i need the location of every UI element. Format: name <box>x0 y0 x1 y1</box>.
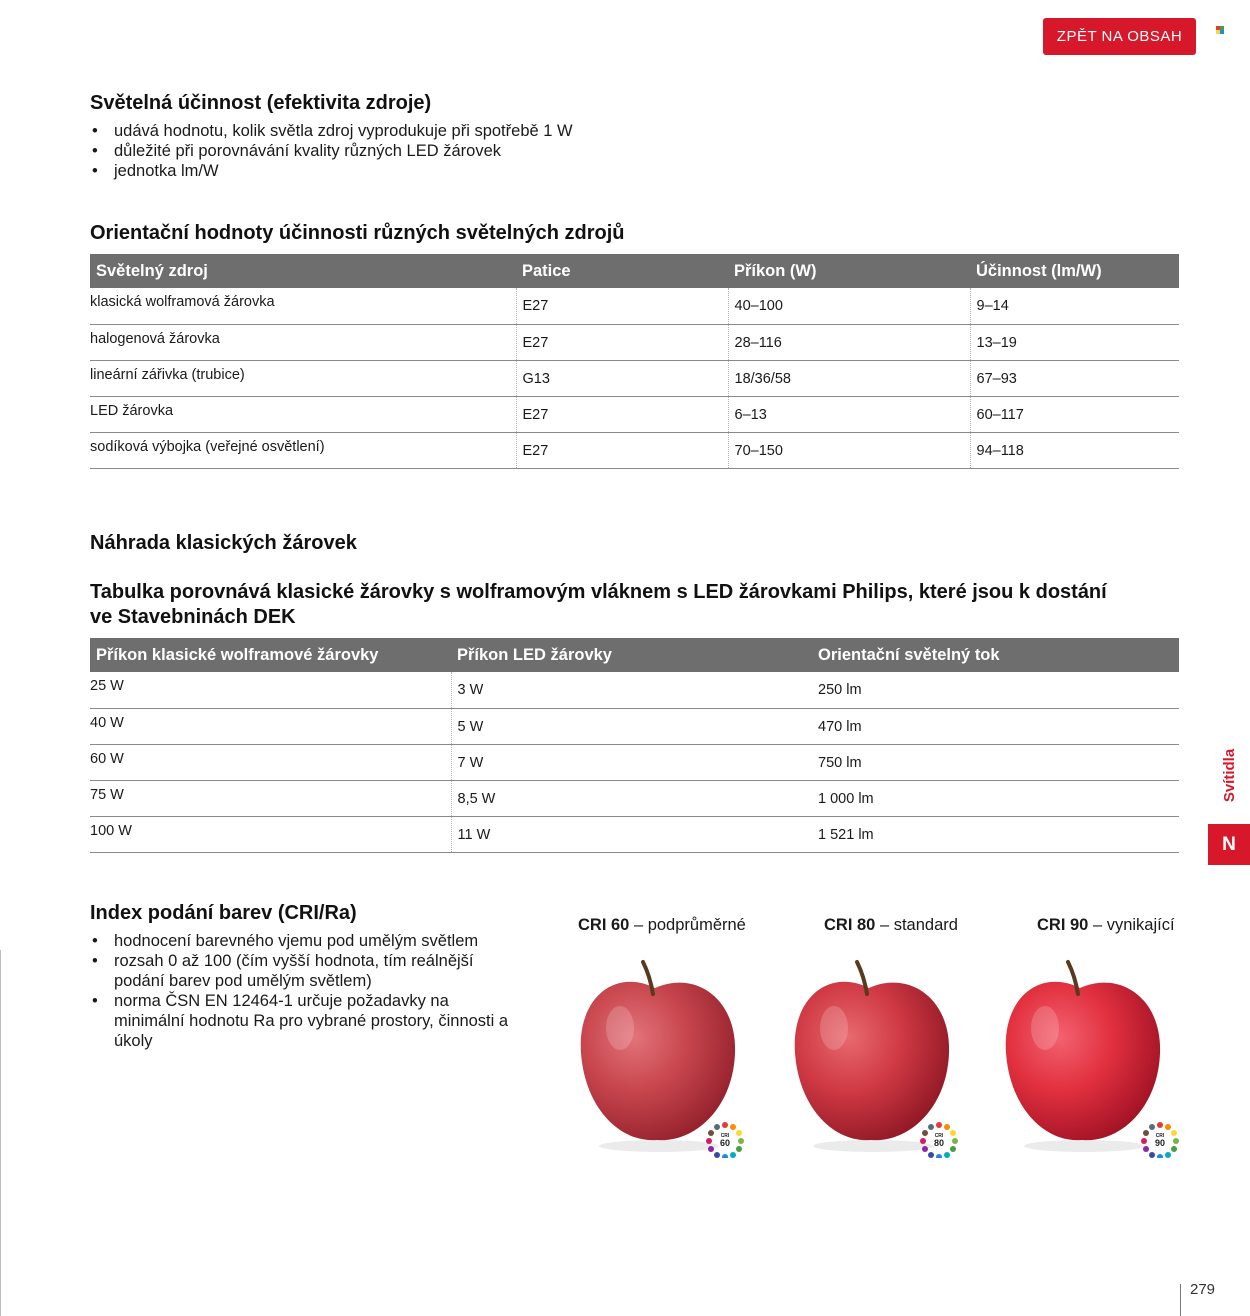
badge-cri-value: 60 <box>719 1138 731 1148</box>
efficiency-table <box>90 254 1179 469</box>
list-item: • jednotka lm/W <box>90 161 573 181</box>
table-cell: E27 <box>522 406 549 423</box>
table-cell: 25 W <box>90 678 124 694</box>
list-item: • důležité při porovnávání kvality různých LED žárovek <box>90 141 573 161</box>
apple-cri-90-image <box>1000 958 1190 1158</box>
table-header-row <box>90 638 1179 672</box>
table-row <box>90 396 1179 432</box>
table-cell: 750 lm <box>818 754 862 771</box>
table-cell: E27 <box>522 298 549 314</box>
table-cell: 70–150 <box>734 442 783 459</box>
table-header-row <box>90 254 1179 288</box>
section-tab-n[interactable]: N <box>1208 824 1250 865</box>
section-label-text: Svítidla <box>1221 748 1239 802</box>
table-row <box>90 816 1179 852</box>
table-cell: 100 W <box>90 822 132 839</box>
table-cell: E27 <box>522 334 549 351</box>
brand-dots-icon <box>1216 26 1228 34</box>
table-cell: 60 W <box>90 750 124 767</box>
table-cell: 470 lm <box>818 718 862 735</box>
table-row <box>90 780 1179 816</box>
table-cell: 1 521 lm <box>818 826 874 843</box>
replacement-subtitle-line1: Tabulka porovnává klasické žárovky s wolframovým vláknem s LED žárovkami Philips, které jsou k dostání <box>90 581 1107 603</box>
table-row <box>90 672 1179 708</box>
cri-80-desc: – standard <box>875 916 958 934</box>
column-header: Příkon klasické wolframové žárovky <box>90 638 451 672</box>
cri-90-badge <box>1141 1122 1179 1158</box>
cri-90-caption <box>1037 916 1175 935</box>
table-cell: 1 000 lm <box>818 790 874 807</box>
list-item: • hodnocení barevného vjemu pod umělým světlem <box>90 931 510 951</box>
page-number-divider <box>1180 1284 1181 1316</box>
table-row <box>90 432 1179 468</box>
apple-body <box>795 982 949 1140</box>
badge-cri-label: CRI <box>934 1133 944 1139</box>
badge-cri-value: 80 <box>933 1138 945 1148</box>
table-cell: 5 W <box>457 718 484 735</box>
badge-cri-label: CRI <box>720 1133 730 1139</box>
list-item: • rozsah 0 až 100 (čím vyšší hodnota, tím reálnější podání barev pod umělým světlem) <box>90 951 510 991</box>
apple-cri-80-image <box>789 958 979 1158</box>
table-cell: 67–93 <box>976 370 1017 387</box>
table-row <box>90 360 1179 396</box>
table-cell: 6–13 <box>734 406 767 423</box>
table-row <box>90 708 1179 744</box>
table-cell: 28–116 <box>734 334 782 351</box>
badge-cri-value: 90 <box>1154 1138 1166 1148</box>
replacement-title: Náhrada klasických žárovek <box>90 532 357 554</box>
cri-title: Index podání barev (CRI/Ra) <box>90 902 357 924</box>
badge-cri-label: CRI <box>1155 1133 1165 1139</box>
table-cell: 94–118 <box>976 442 1024 459</box>
cri-60-caption <box>578 916 746 935</box>
column-header: Orientační světelný tok <box>812 638 1179 672</box>
table-cell: 60–117 <box>976 406 1024 423</box>
table-cell: 8,5 W <box>457 790 496 807</box>
table-row <box>90 744 1179 780</box>
table-cell: 250 lm <box>818 682 862 698</box>
cri-60-desc: – podprůměrné <box>629 916 746 934</box>
table-cell: halogenová žárovka <box>90 330 220 347</box>
table-cell: 40–100 <box>734 298 783 314</box>
efficiency-bullets <box>90 121 573 181</box>
table-cell: 3 W <box>457 682 484 698</box>
cri-90-label: CRI 90 <box>1037 916 1089 934</box>
column-header: Účinnost (lm/W) <box>970 254 1179 288</box>
table-cell: 9–14 <box>976 298 1009 314</box>
table-row <box>90 288 1179 324</box>
table-cell: 11 W <box>457 826 491 843</box>
column-header: Příkon LED žárovky <box>451 638 812 672</box>
table-cell: G13 <box>522 370 550 387</box>
table-cell: sodíková výbojka (veřejné osvětlení) <box>90 438 325 455</box>
table-row <box>90 324 1179 360</box>
column-header: Příkon (W) <box>728 254 970 288</box>
table-cell: LED žárovka <box>90 402 174 419</box>
cri-60-label: CRI 60 <box>578 916 630 934</box>
back-to-contents-button[interactable]: ZPĚT NA OBSAH <box>1043 18 1196 55</box>
cri-80-label: CRI 80 <box>824 916 876 934</box>
cri-bullets <box>90 931 510 1051</box>
apple-body <box>581 982 735 1140</box>
table-cell: klasická wolframová žárovka <box>90 294 275 310</box>
cri-80-caption <box>824 916 958 935</box>
left-divider <box>0 950 1 1316</box>
efficiency-table-title: Orientační hodnoty účinnosti různých světelných zdrojů <box>90 222 625 244</box>
table-cell: 18/36/58 <box>734 370 791 387</box>
list-item: • norma ČSN EN 12464-1 určuje požadavky na minimální hodnotu Ra pro vybrané prostory, činnosti a úkoly <box>90 991 510 1051</box>
column-header: Světelný zdroj <box>90 254 516 288</box>
apple-cri-60-image <box>575 958 765 1158</box>
list-item: • udává hodnotu, kolik světla zdroj vyprodukuje při spotřebě 1 W <box>90 121 573 141</box>
table-cell: 40 W <box>90 714 124 731</box>
table-cell: 75 W <box>90 786 124 803</box>
table-cell: E27 <box>522 442 549 459</box>
page-number: 279 <box>1190 1281 1216 1298</box>
cri-60-badge <box>706 1122 744 1158</box>
replacement-subtitle-line2: ve Stavebninách DEK <box>90 606 296 628</box>
section-label <box>1215 740 1245 810</box>
column-header: Patice <box>516 254 728 288</box>
replacement-table <box>90 638 1179 853</box>
apple-body <box>1006 982 1160 1140</box>
efficiency-title: Světelná účinnost (efektivita zdroje) <box>90 92 432 114</box>
table-cell: 13–19 <box>976 334 1017 351</box>
cri-90-desc: – vynikající <box>1088 916 1175 934</box>
table-cell: lineární zářivka (trubice) <box>90 366 245 383</box>
cri-80-badge <box>920 1122 958 1158</box>
table-cell: 7 W <box>457 754 484 771</box>
